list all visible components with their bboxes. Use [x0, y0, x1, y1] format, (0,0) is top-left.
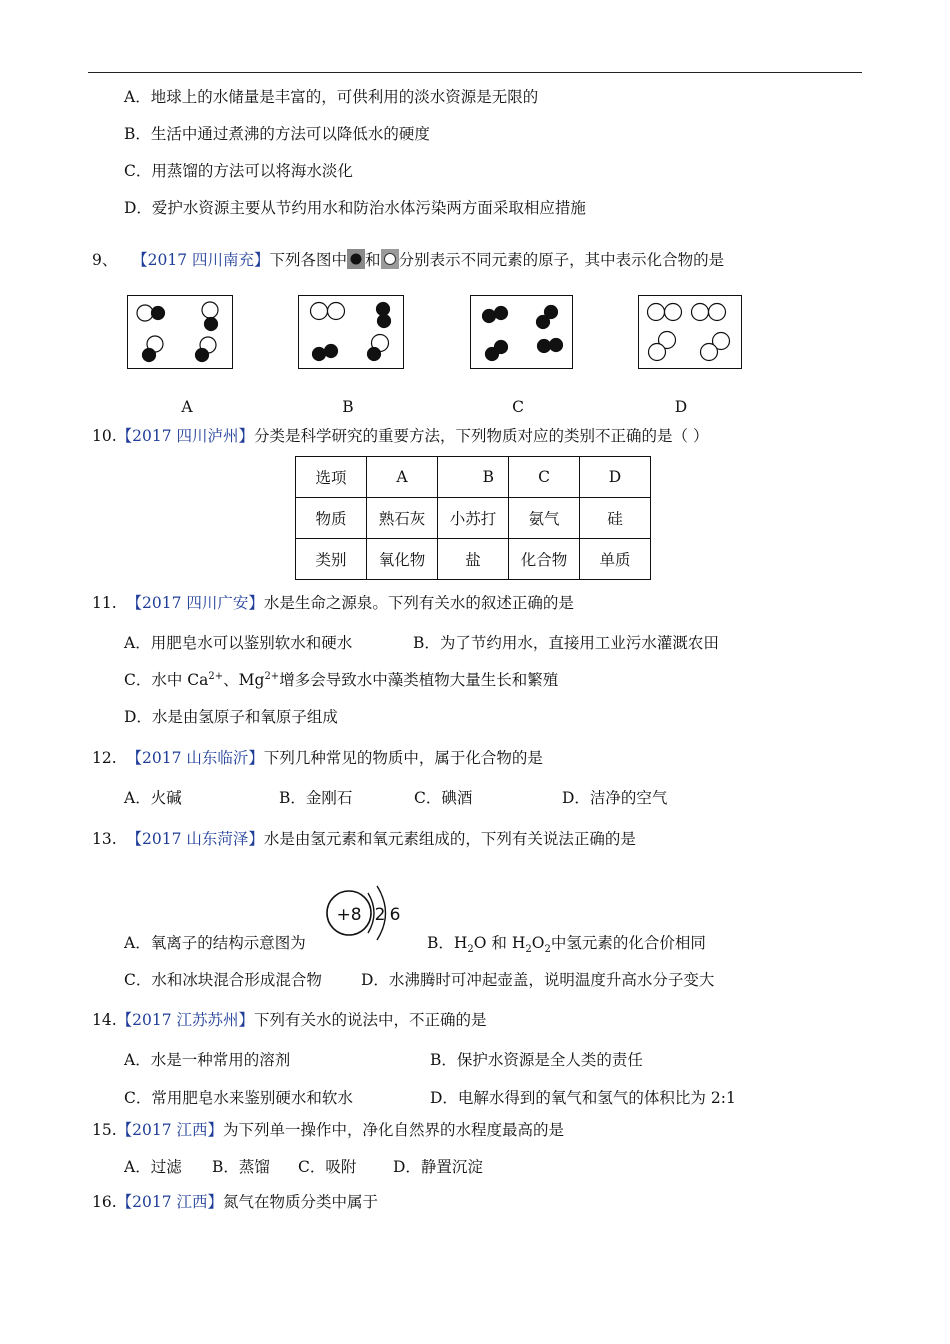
table-cell: 硅 [580, 498, 651, 539]
table-cell[interactable]: D [580, 457, 651, 498]
question-number: 15. [92, 1121, 117, 1139]
table-cell: 熟石灰 [367, 498, 438, 539]
q12-option-b[interactable]: B．金刚石 [279, 789, 353, 807]
q15-option-d[interactable]: D．静置沉淀 [393, 1158, 483, 1176]
table-cell[interactable]: C [509, 457, 580, 498]
black-atom-icon [347, 249, 365, 269]
particle-diagram-c[interactable] [470, 295, 573, 369]
oxygen-ion-structure-diagram [322, 880, 404, 944]
question-number: 13. [92, 830, 117, 848]
q12-option-d[interactable]: D．洁净的空气 [562, 789, 668, 807]
diagram-label-b: B [342, 398, 354, 416]
q12-stem: 12. 【2017 山东临沂】下列几种常见的物质中，属于化合物的是 [92, 749, 543, 767]
diagram-a-molecules [128, 296, 232, 368]
q14-stem: 14.【2017 江苏苏州】下列有关水的说法中，不正确的是 [92, 1011, 487, 1029]
q11-option-c[interactable]: C．水中 $Ca^{2+}$、$Mg^{2+}$增多会导致水中藻类植物大量生长和繁殖 [124, 671, 559, 689]
q11-stem: 11. 【2017 四川广安】水是生命之源泉。下列有关水的叙述正确的是 [92, 594, 574, 612]
q8-option-b[interactable]: B．生活中通过煮沸的方法可以降低水的硬度 [124, 125, 430, 143]
particle-diagram-d[interactable] [638, 295, 742, 369]
q12-option-c[interactable]: C．碘酒 [414, 789, 473, 807]
q14-option-c[interactable]: C．常用肥皂水来鉴别硬水和软水 [124, 1089, 353, 1107]
table-cell: 小苏打 [438, 498, 509, 539]
table-row [296, 539, 651, 580]
table-row [296, 457, 651, 498]
table-cell: 选项 [296, 457, 367, 498]
diagram-d-molecules [639, 296, 741, 368]
particle-diagram-a[interactable] [127, 295, 233, 369]
q13-option-d[interactable]: D．水沸腾时可冲起壶盖，说明温度升高水分子变大 [361, 971, 715, 989]
question-source: 【2017 四川泸州】 [116, 427, 255, 445]
shell-electrons-1: 2 [374, 905, 386, 925]
question-source: 【2017 江西】 [116, 1121, 224, 1139]
nucleus-charge: +8 [336, 905, 362, 925]
q8-option-a[interactable]: A．地球上的水储量是丰富的，可供利用的淡水资源是无限的 [124, 88, 539, 106]
question-source: 【2017 四川南充】 [132, 251, 270, 269]
question-source: 【2017 江苏苏州】 [116, 1011, 255, 1029]
q13-option-b[interactable]: B．$H_2O$ 和 $H_2O_2$中氢元素的化合价相同 [427, 934, 706, 955]
q15-option-b[interactable]: B．蒸馏 [212, 1158, 270, 1176]
q12-option-a[interactable]: A．火碱 [124, 789, 182, 807]
question-number: 12. [92, 749, 117, 767]
table-cell: 氧化物 [367, 539, 438, 580]
question-number: 9、 [92, 251, 118, 269]
q14-option-a[interactable]: A．水是一种常用的溶剂 [124, 1051, 291, 1069]
question-source: 【2017 山东临沂】 [126, 749, 264, 767]
question-source: 【2017 四川广安】 [126, 594, 264, 612]
table-cell: 氨气 [509, 498, 580, 539]
table-cell: 物质 [296, 498, 367, 539]
table-cell: 单质 [580, 539, 651, 580]
question-number: 16. [92, 1193, 117, 1211]
q11-option-a[interactable]: A．用肥皂水可以鉴别软水和硬水 [124, 634, 353, 652]
white-atom-icon [381, 249, 399, 269]
q14-option-b[interactable]: B．保护水资源是全人类的责任 [430, 1051, 643, 1069]
table-cell[interactable]: A [367, 457, 438, 498]
diagram-label-c: C [512, 398, 524, 416]
q9-stem: 9、 【2017 四川南充】下列各图中 和 分别表示不同元素的原子，其中表示化合物的是 [92, 251, 725, 269]
question-source: 【2017 山东菏泽】 [126, 830, 264, 848]
diagram-c-molecules [471, 296, 572, 368]
diagram-b-molecules [299, 296, 403, 368]
q11-option-d[interactable]: D．水是由氢原子和氧原子组成 [124, 708, 338, 726]
question-number: 14. [92, 1011, 117, 1029]
q14-option-d[interactable]: D．电解水得到的氧气和氢气的体积比为 2:1 [430, 1089, 736, 1107]
particle-diagram-b[interactable] [298, 295, 404, 369]
header-rule [88, 72, 862, 73]
q15-option-a[interactable]: A．过滤 [124, 1158, 182, 1176]
table-cell[interactable]: B [438, 457, 509, 498]
classification-table [295, 456, 651, 580]
q13-option-c[interactable]: C．水和冰块混合形成混合物 [124, 971, 322, 989]
table-row [296, 498, 651, 539]
q8-option-c[interactable]: C．用蒸馏的方法可以将海水淡化 [124, 162, 353, 180]
q16-stem: 16.【2017 江西】氮气在物质分类中属于 [92, 1193, 379, 1211]
table-cell: 类别 [296, 539, 367, 580]
question-number: 11. [92, 594, 117, 612]
q8-option-d[interactable]: D．爱护水资源主要从节约用水和防治水体污染两方面采取相应措施 [124, 199, 586, 217]
shell-electrons-2: 6 [389, 905, 401, 925]
q13-stem: 13. 【2017 山东菏泽】水是由氢元素和氧元素组成的，下列有关说法正确的是 [92, 830, 636, 848]
table-cell: 盐 [438, 539, 509, 580]
q13-option-a[interactable]: A．氧离子的结构示意图为 [124, 934, 306, 952]
q15-stem: 15.【2017 江西】为下列单一操作中，净化自然界的水程度最高的是 [92, 1121, 565, 1139]
q11-option-b[interactable]: B．为了节约用水，直接用工业污水灌溉农田 [413, 634, 719, 652]
diagram-label-d: D [674, 398, 688, 416]
q15-option-c[interactable]: C．吸附 [298, 1158, 357, 1176]
question-source: 【2017 江西】 [116, 1193, 224, 1211]
diagram-label-a: A [181, 398, 193, 416]
question-number: 10. [92, 427, 117, 445]
q10-stem: 10.【2017 四川泸州】分类是科学研究的重要方法，下列物质对应的类别不正确的是（ ） [92, 427, 709, 445]
table-cell: 化合物 [509, 539, 580, 580]
